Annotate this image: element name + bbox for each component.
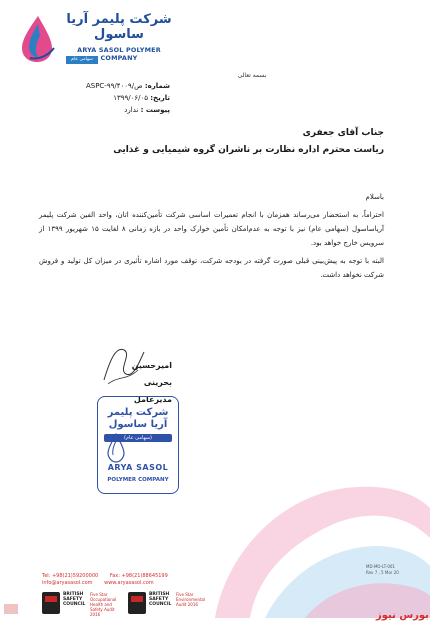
letter-body [39,190,384,286]
watermark-swoosh-icon [195,468,430,618]
company-logo-icon [18,14,56,64]
doc-code-line-1: MD-MO-LT-001 [366,564,395,569]
certification-badges [42,590,212,618]
safety-badge [42,590,118,618]
body-paragraph-1: احتراماً، به استحضار می‌رساند همزمان با انجام تعمیرات اساسی شرکت تأمین‌کننده اتان، واحد الفین شرکت پلیمر آریاساسول (سهامی عام) نیز با توجه به عدم‌امکان تأمین خوارک واحد در بازه زمانی ۸ لغایت ۱۵ شهریور ۱۳۹۹ از سرویس خارج خواهد بود. [39,211,384,247]
attachment-label: پیوست : [140,106,170,114]
source-watermark: بورس نیوز [376,610,429,621]
letter-date-row [60,92,170,104]
footer-phone-row [42,573,222,580]
date-label: تاریخ: [150,94,170,102]
letter-metadata [60,80,170,116]
body-paragraph-2: البته با توجه به پیش‌بینی قبلی صورت گرفته در بودجه شرکت، توقف مورد اشاره تأثیری در میزان کل تولید و فروش شرکت نخواهد داشت. [39,257,384,279]
signatory-title: مدیرعامل [133,395,172,404]
greeting: باسلام [365,193,384,201]
footer-email: info@aryasasol.com [42,580,93,586]
environment-badge-text: Five Star Environmental Audit 2016 [176,592,206,607]
stamp-drop-icon [106,433,126,463]
footer-tel: Tel: +98(21)59200000 [42,573,99,579]
doc-code-line-2: Rev 7 , 5 Mar 20 [366,570,399,575]
stamp-company-en-1: ARYA SASOL [107,463,169,472]
addressee-name: جناب آقای جعفری [302,128,384,138]
footer-contact [42,573,222,587]
footer-fax: Fax: +98(21)88645199 [109,573,168,579]
stamp-band: (سهامی عام) [104,434,172,442]
addressee-block [104,125,384,159]
company-tagline: سهامی عام [66,56,98,64]
safety-badge-title: BRITISH SAFETY COUNCIL [63,592,86,607]
footer-web: www.aryasasol.com [104,580,154,586]
stamp-company-en-2: POLYMER COMPANY [107,477,169,483]
environment-badge-title: BRITISH SAFETY COUNCIL [149,592,172,607]
footer-web-row [42,580,222,587]
safety-badge-text: Five Star Occupational Health and Safety Audit 2016 [90,592,117,617]
addressee-title: ریاست محترم اداره نظارت بر ناشران گروه شیمیایی و غذایی [113,145,384,155]
document-code [366,564,416,576]
letter-number-row [60,80,170,92]
company-stamp [97,396,179,494]
company-name-fa: شرکت پلیمر آریا ساسول [66,12,172,42]
date-value: ۱۳۹۹/۰۶/۰۵ [113,94,148,102]
number-value: ASPC-۹۹/ص/۴۰۰۹ [85,82,143,90]
safety-badge-icon [42,592,60,614]
company-name-en: ARYA SASOL POLYMER COMPANY [77,46,161,62]
environment-badge-icon [128,592,146,614]
bismillah-heading: بسمه تعالی [237,72,267,79]
number-label: شماره: [144,82,170,90]
stamp-company-fa: شرکت پلیمر آریا ساسول [107,407,169,430]
attachment-row [60,104,170,116]
edge-mark [4,604,18,614]
signatory-name: امیرحسین بحرینی [131,361,172,387]
environment-badge [128,590,204,618]
attachment-value: ندارد [124,106,139,114]
